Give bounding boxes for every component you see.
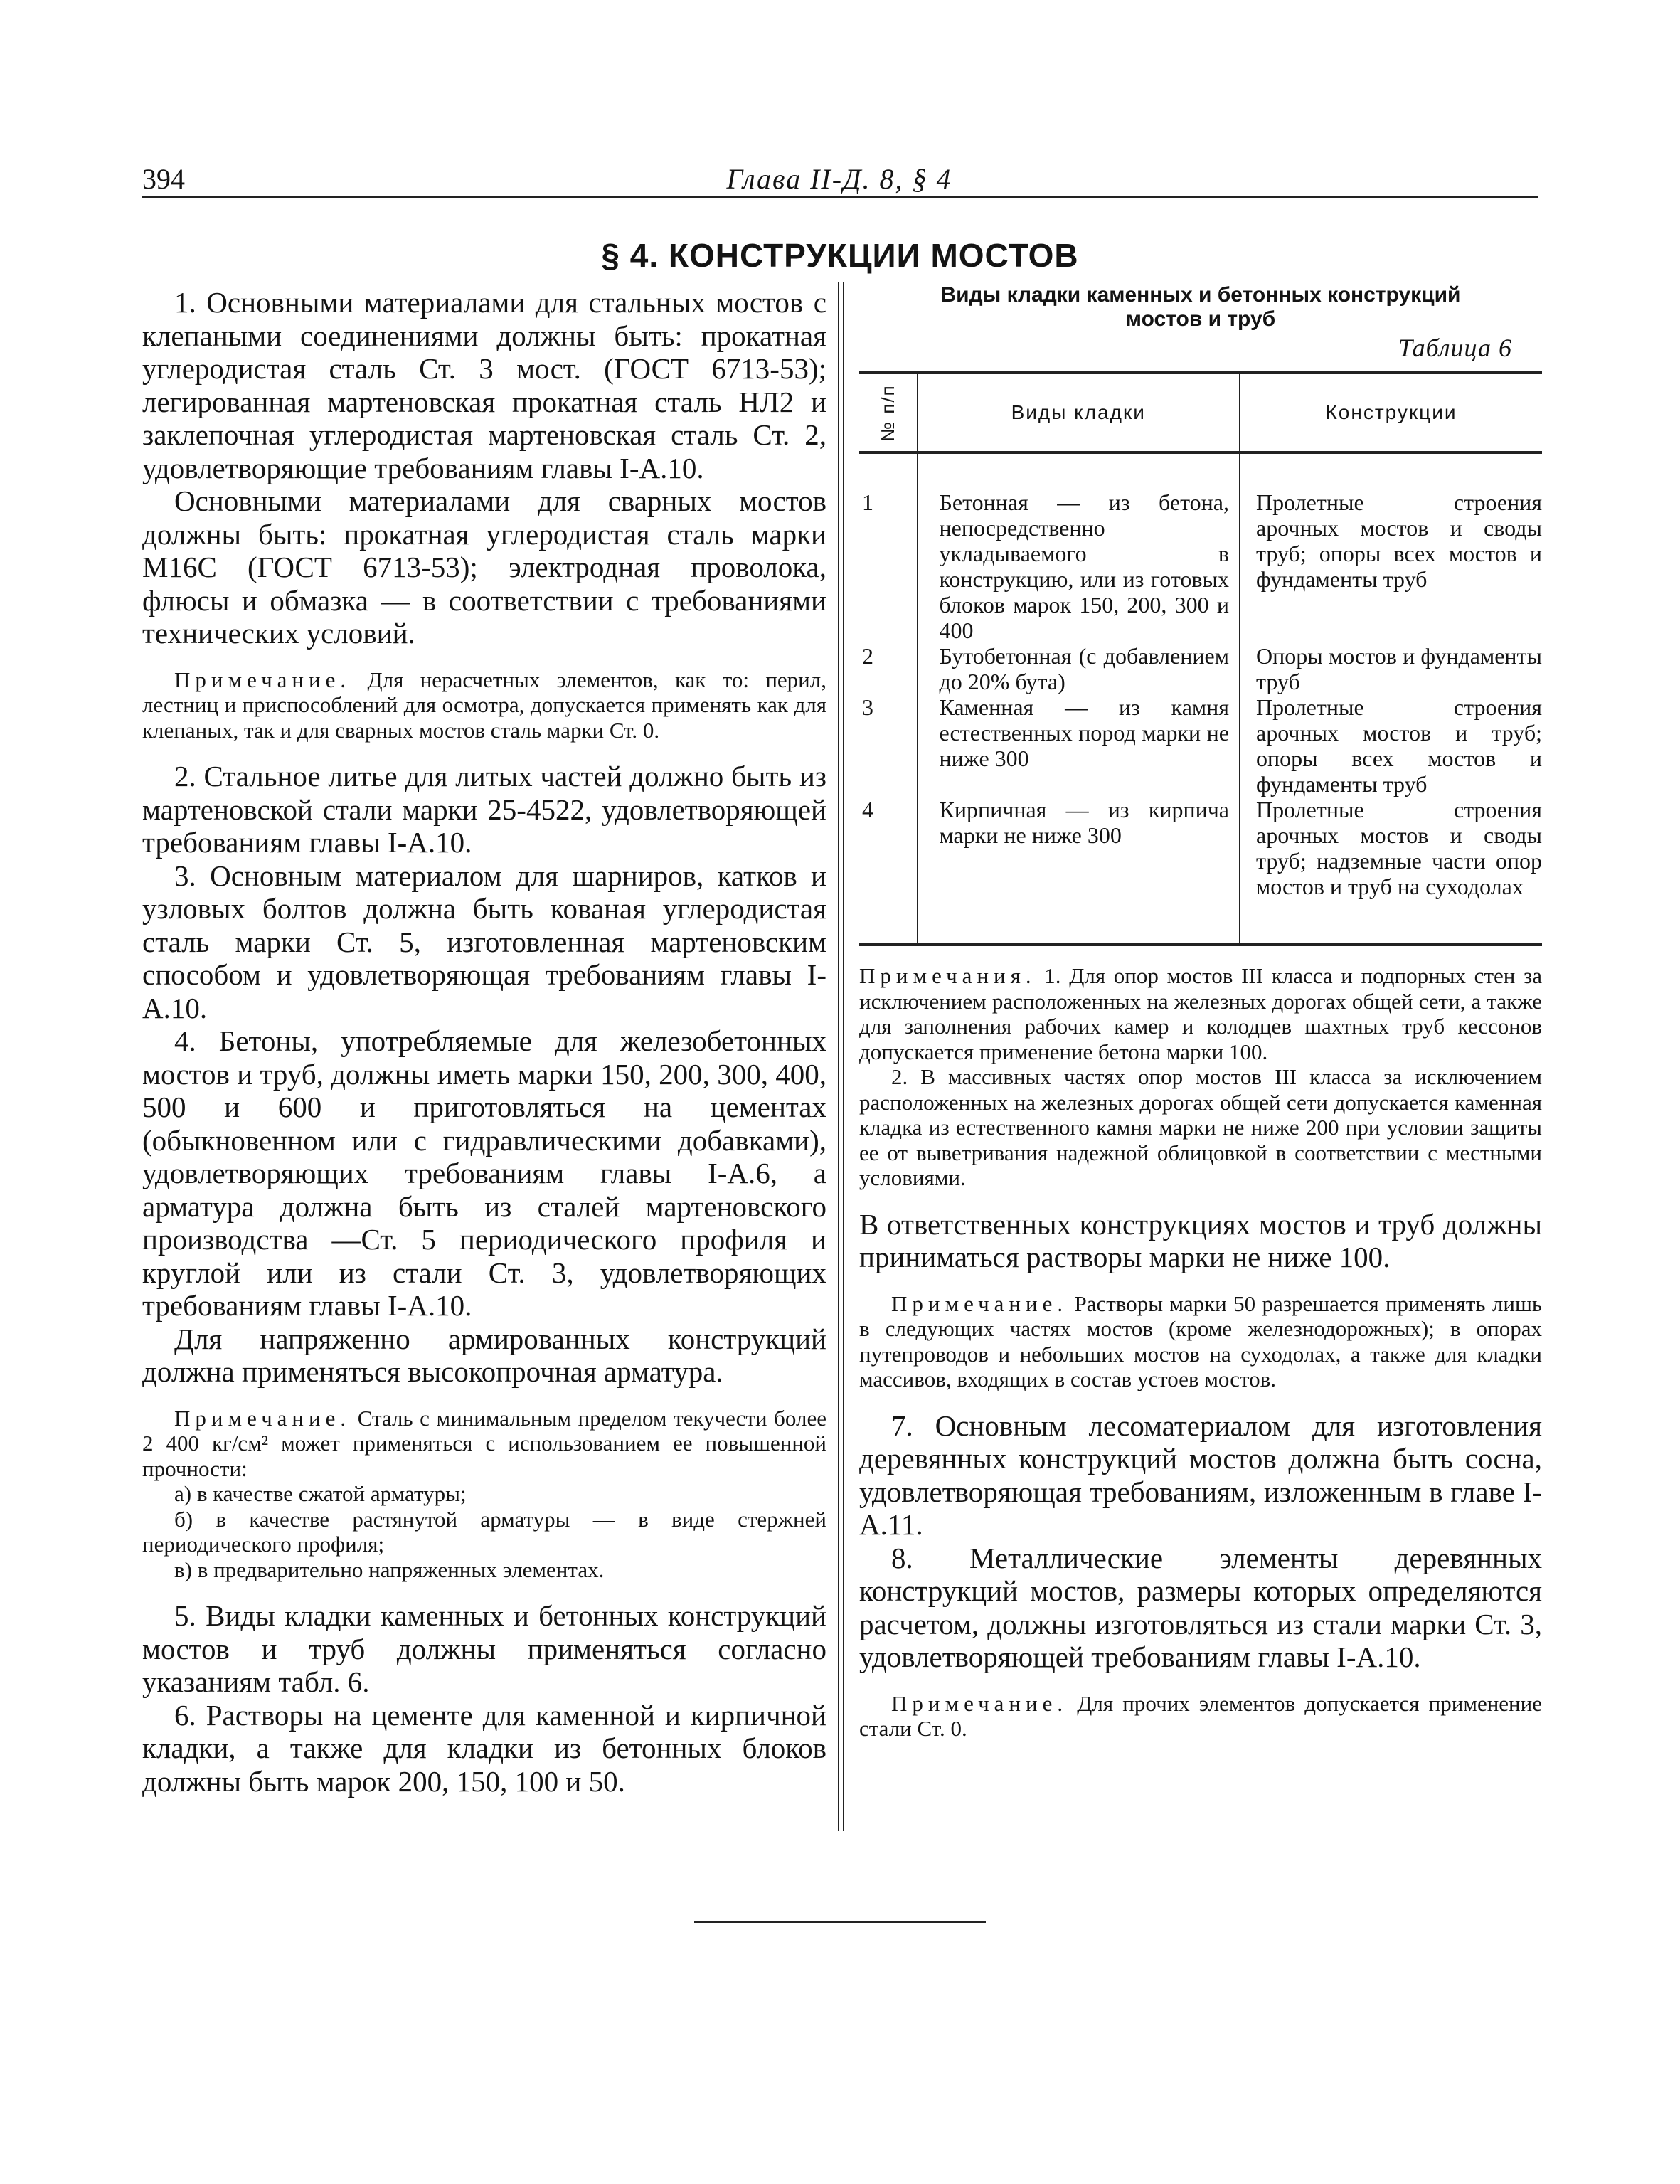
paragraph-mortar: В ответственных конструкциях мостов и труб должны приниматься растворы марки не ниже 100.	[859, 1207, 1542, 1273]
note-1	[142, 667, 826, 743]
table-notes-1-text: 1. Для опор мостов III класса и подпорных стен за исключением расположенных на железных дорогах общей сети, а также для заполнения рабочих камер и колодцев шахтных труб кессонов допускается применение бетона марки 100.	[859, 963, 1542, 1064]
row-number: 1	[862, 489, 873, 515]
note-2-item-b: б) в качестве растянутой арматуры — в виде стержней периодического профиля;	[142, 1506, 826, 1557]
paragraph-item-2: 2. Стальное литье для литых частей должно быть из мартеновской стали марки 25-4522, удовлетворяющей требованиям главы I-А.10.	[142, 760, 826, 859]
note-3-heading: Примечание.	[891, 1290, 1068, 1316]
paragraph-item-5: 5. Виды кладки каменных и бетонных конструкций мостов и труб должны применяться согласно указаниям табл. 6.	[142, 1599, 826, 1698]
table-row	[859, 694, 1542, 797]
table-label: Таблица 6	[1398, 334, 1512, 362]
table-notes-2: 2. В массивных частях опор мостов III класса за исключением расположенных на железных дорогах общей сети допускается каменная кладка из естественного камня марки не ниже 200 при условии защиты ее от выветривания надежной облицовкой в соответствии с местными условиями.	[859, 1064, 1542, 1190]
note-4-heading: Примечание.	[891, 1690, 1068, 1716]
note-2-text: Сталь с минимальным пределом текучести более 2 400 кг/см² может применяться с использованием ее повышенной прочности:	[142, 1405, 827, 1481]
section-title: § 4. КОНСТРУКЦИИ МОСТОВ	[601, 237, 1079, 274]
right-column	[859, 283, 1542, 1742]
row-kind: Кирпичная — из кирпича марки не ниже 300	[918, 797, 1240, 943]
running-title: Глава II-Д. 8, § 4	[726, 163, 952, 195]
note-2-heading: Примечание.	[174, 1405, 351, 1431]
running-header	[142, 162, 1536, 196]
column-header-kind: Виды кладки	[918, 373, 1240, 452]
note-4-text: Для прочих элементов допускается применение стали Ст. 0.	[859, 1690, 1542, 1741]
paragraph-item-8: 8. Металлические элементы деревянных конструкций мостов, размеры которых определяются расчетом, должны изготовляться из стали марки Ст. 3, удовлетворяющей требованиям главы I-А.10.	[859, 1541, 1542, 1673]
row-constructions: Опоры мостов и фундаменты труб	[1256, 643, 1542, 694]
note-4	[859, 1691, 1542, 1742]
table-caption-line-2: мостов и труб	[1125, 307, 1276, 331]
paragraph-item-1b: Основными материалами для сварных мостов должны быть: прокатная углеродистая сталь марки М16С (ГОСТ 6713-53); электродная проволока, флюсы и обмазка — в соответствии с требованиями технических условий.	[142, 484, 826, 650]
table-notes-1	[859, 963, 1542, 1064]
row-kind: Бетонная — из бетона, непосредственно укладываемого в конструкцию, или из готовых блоков марок 150, 200, 300 и 400	[918, 452, 1240, 643]
paragraph-item-4b: Для напряженно армированных конструкций должна применяться высокопрочная арматура.	[142, 1322, 826, 1388]
column-header-constructions: Конструкции	[1325, 401, 1457, 423]
note-1-heading: Примечание.	[174, 667, 351, 692]
table-notes-heading: Примечания.	[859, 963, 1036, 988]
row-number: 4	[862, 797, 873, 822]
paragraph-item-1: 1. Основными материалами для стальных мостов с клепаными соединениями должны быть: прокатная углеродистая сталь Ст. 3 мост. (ГОСТ 6713-53); легированная мартеновская прокатная сталь НЛ2 и заклепочная углеродистая мартеновская сталь Ст. 2, удовлетворяющие требованиям главы I-А.10.	[142, 286, 826, 484]
row-number: 2	[862, 643, 873, 669]
column-separator	[838, 282, 844, 1831]
column-header-number: № п/п	[876, 384, 898, 442]
note-3	[859, 1291, 1542, 1392]
table-row	[859, 797, 1542, 943]
row-constructions: Пролетные строения арочных мостов и своды труб; надземные части опор мостов и труб на суходолах	[1256, 797, 1542, 899]
page-number: 394	[142, 163, 185, 195]
table-row	[859, 452, 1542, 643]
table-caption-line-1: Виды кладки каменных и бетонных конструкций	[940, 283, 1461, 307]
paragraph-item-7: 7. Основным лесоматериалом для изготовления деревянных конструкций мостов должна быть сосна, удовлетворяющая требованиям, изложенным в главе I-А.11.	[859, 1409, 1542, 1541]
row-constructions: Пролетные строения арочных мостов и труб; опоры всех мостов и фундаменты труб	[1256, 694, 1542, 797]
row-constructions: Пролетные строения арочных мостов и своды труб; опоры всех мостов и фундаменты труб	[1256, 489, 1542, 592]
note-3-text: Растворы марки 50 разрешается применять лишь в следующих частях мостов (кроме железнодорожных); в опорах путепроводов и небольших мостов на суходолах, а также для кладки массивов, входящих в состав устоев мостов.	[859, 1290, 1542, 1391]
row-kind: Каменная — из камня естественных пород марки не ниже 300	[918, 694, 1240, 797]
left-column	[142, 286, 826, 1798]
paragraph-item-3: 3. Основным материалом для шарниров, катков и узловых болтов должна быть кованая углеродистая сталь марки Ст. 5, изготовленная мартеновским способом и удовлетворяющая требованиям главы I-А.10.	[142, 859, 826, 1024]
note-1-text: Для нерасчетных элементов, как то: перил, лестниц и приспособлений для осмотра, допускается применять как для клепаных, так и для сварных мостов сталь марки Ст. 0.	[142, 667, 826, 743]
note-2-item-c: в) в предварительно напряженных элементах.	[174, 1557, 605, 1582]
note-2-item-a: а) в качестве сжатой арматуры;	[174, 1481, 467, 1506]
table-header-row	[859, 373, 1542, 452]
table-caption	[859, 283, 1542, 332]
header-rule	[142, 196, 1538, 198]
paragraph-item-4: 4. Бетоны, употребляемые для железобетонных мостов и труб, должны иметь марки 150, 200, 300, 400, 500 и 600 и приготовляться на цементах (обыкновенном или с гидравлическими добавками), удовлетворяющих требованиям главы I-А.6, а арматура должна быть из сталей мартеновского производства —Ст. 5 периодического профиля и круглой или из стали Ст. 3, удовлетворяющих требованиям главы I-А.10.	[142, 1024, 826, 1322]
row-kind: Бутобетонная (с добавлением до 20% бута)	[918, 643, 1240, 694]
note-2	[142, 1406, 826, 1482]
table-row	[859, 643, 1542, 694]
bottom-rule	[694, 1921, 986, 1923]
row-number: 3	[862, 694, 873, 720]
paragraph-item-6: 6. Растворы на цементе для каменной и кирпичной кладки, а также для кладки из бетонных блоков должны быть марок 200, 150, 100 и 50.	[142, 1698, 826, 1798]
masonry-types-table	[859, 371, 1542, 946]
